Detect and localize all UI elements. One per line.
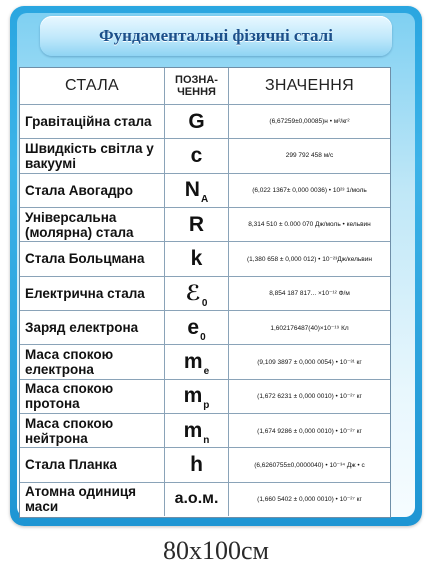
- table-header-row: [20, 68, 390, 104]
- header-symbol-line2: ЧЕННЯ: [177, 86, 216, 98]
- constant-name-cell: [20, 380, 165, 413]
- table-row: [20, 104, 390, 138]
- table-row: [20, 241, 390, 275]
- symbol-letter: а.о.м.: [174, 490, 219, 508]
- constant-value-cell: [229, 483, 390, 516]
- title-banner: [40, 16, 392, 56]
- symbol-letter: k: [190, 246, 203, 270]
- constant-value-cell: [229, 345, 390, 378]
- constant-symbol: [175, 490, 219, 508]
- constant-name-cell: [20, 208, 165, 241]
- header-name: СТАЛА: [20, 68, 165, 104]
- constant-value-cell: [229, 139, 390, 172]
- constant-name: Заряд електрона: [25, 320, 139, 336]
- constant-value: (6,022 1367± 0,000 0036) • 10²³ 1/моль: [252, 186, 367, 194]
- constant-symbol-cell: [165, 483, 229, 516]
- constant-name: Гравітаційна стала: [25, 114, 152, 130]
- constant-value-cell: [229, 448, 390, 481]
- constant-value-cell: [229, 414, 390, 447]
- constant-symbol: [185, 281, 208, 309]
- constant-name: Універсальна (молярна) стала: [25, 209, 134, 240]
- constant-symbol: [183, 384, 210, 412]
- constant-name-cell: [20, 277, 165, 310]
- constant-value-cell: [229, 277, 390, 310]
- constant-name-cell: [20, 311, 165, 344]
- constant-symbol: [188, 110, 204, 134]
- constant-name-cell: [20, 414, 165, 447]
- header-value: ЗНАЧЕННЯ: [264, 77, 355, 94]
- symbol-letter: m: [183, 418, 203, 442]
- constant-name-cell: [20, 483, 165, 516]
- constant-symbol-cell: [165, 448, 229, 481]
- size-label: 80x100см: [163, 536, 269, 565]
- constant-name: Швидкість світла у вакуумі: [25, 140, 154, 171]
- constant-symbol-cell: [165, 277, 229, 310]
- constant-symbol: [183, 418, 210, 446]
- constant-name: Атомна одиниця маси: [25, 484, 137, 515]
- constant-value: 8,314 510 ± 0.000 070 Дж/моль • кельвин: [248, 221, 371, 229]
- constant-symbol: [191, 247, 203, 271]
- symbol-letter: R: [188, 212, 205, 236]
- table-row: [20, 344, 390, 378]
- constant-value: (6,67259±0,00085)н • м²/кг²: [269, 118, 350, 126]
- constant-name-cell: [20, 105, 165, 138]
- constant-value: 8,854 187 817... ×10⁻¹² Ф/м: [269, 290, 350, 298]
- table-row: [20, 138, 390, 172]
- symbol-letter: h: [190, 452, 203, 476]
- constant-value: (1,660 5402 ± 0,000 0010) • 10⁻²⁷ кг: [257, 496, 362, 504]
- constant-symbol: [183, 349, 210, 377]
- constant-name: Маса спокою протона: [25, 381, 114, 412]
- table-row: [20, 207, 390, 241]
- constant-value: 299 792 458 м/с: [285, 152, 334, 160]
- table-row: [20, 276, 390, 310]
- constant-symbol: [187, 315, 206, 343]
- constant-name-cell: [20, 139, 165, 172]
- constant-value-cell: [229, 380, 390, 413]
- poster-title: Фундаментальні фізичні сталі: [99, 26, 333, 45]
- symbol-subscript: 0: [201, 297, 208, 309]
- constant-name: Маса спокою нейтрона: [25, 415, 114, 446]
- constant-name: Маса спокою електрона: [25, 346, 114, 377]
- table-row: [20, 482, 390, 516]
- constant-name: Стала Планка: [25, 457, 117, 473]
- constants-table: [19, 67, 391, 518]
- constant-value-cell: [229, 311, 390, 344]
- constant-symbol-cell: [165, 380, 229, 413]
- constant-symbol-cell: [165, 105, 229, 138]
- constant-value: (9,109 3897 ± 0,000 0054) • 10⁻³¹ кг: [257, 358, 362, 366]
- constant-symbol-cell: [165, 345, 229, 378]
- symbol-subscript: n: [203, 434, 210, 446]
- symbol-subscript: 0: [200, 331, 206, 343]
- constant-value-cell: [229, 242, 390, 275]
- symbol-letter: ℰ: [185, 281, 201, 305]
- table-row: [20, 447, 390, 481]
- table-row: [20, 413, 390, 447]
- constant-symbol-cell: [165, 174, 229, 207]
- table-row: [20, 379, 390, 413]
- symbol-letter: G: [188, 109, 205, 133]
- constant-symbol: [189, 213, 204, 237]
- constant-value: (1,672 6231 ± 0,000 0010) • 10⁻²⁷ кг: [257, 393, 362, 401]
- constant-symbol-cell: [165, 414, 229, 447]
- table-row: [20, 310, 390, 344]
- symbol-letter: e: [187, 315, 200, 339]
- symbol-subscript: e: [203, 365, 210, 377]
- constant-symbol-cell: [165, 139, 229, 172]
- constant-name-cell: [20, 242, 165, 275]
- constant-value: (6,6260755±0,0000040) • 10⁻³⁴ Дж • с: [254, 461, 365, 469]
- header-symbol-line1: ПОЗНА-: [175, 74, 218, 86]
- constant-name: Електрична стала: [25, 285, 145, 301]
- symbol-letter: m: [183, 349, 203, 373]
- constant-symbol: [190, 453, 203, 477]
- constant-name: Стала Больцмана: [25, 251, 145, 267]
- header-symbol: [165, 68, 229, 104]
- constant-value: (1,674 9286 ± 0,000 0010) • 10⁻²⁷ кг: [257, 427, 362, 435]
- symbol-letter: m: [183, 384, 203, 408]
- constant-name: Стала Авогадро: [25, 182, 134, 198]
- table-row: [20, 173, 390, 207]
- constant-symbol-cell: [165, 311, 229, 344]
- constant-value: (1,380 658 ± 0,000 012) • 10⁻²³Дж/кельвин: [247, 255, 372, 263]
- constant-symbol: [191, 144, 203, 168]
- symbol-letter: N: [184, 178, 200, 202]
- constant-value-cell: [229, 105, 390, 138]
- constant-symbol: [184, 178, 209, 206]
- constant-symbol-cell: [165, 208, 229, 241]
- constant-symbol-cell: [165, 242, 229, 275]
- symbol-subscript: p: [203, 400, 210, 412]
- constant-name-cell: [20, 174, 165, 207]
- symbol-letter: c: [190, 143, 203, 167]
- constant-name-cell: [20, 448, 165, 481]
- symbol-subscript: A: [200, 194, 209, 206]
- constant-value-cell: [229, 174, 390, 207]
- constant-name-cell: [20, 345, 165, 378]
- constant-value-cell: [229, 208, 390, 241]
- constant-value: 1,602176487(40)×10⁻¹⁹ Кл: [270, 324, 349, 332]
